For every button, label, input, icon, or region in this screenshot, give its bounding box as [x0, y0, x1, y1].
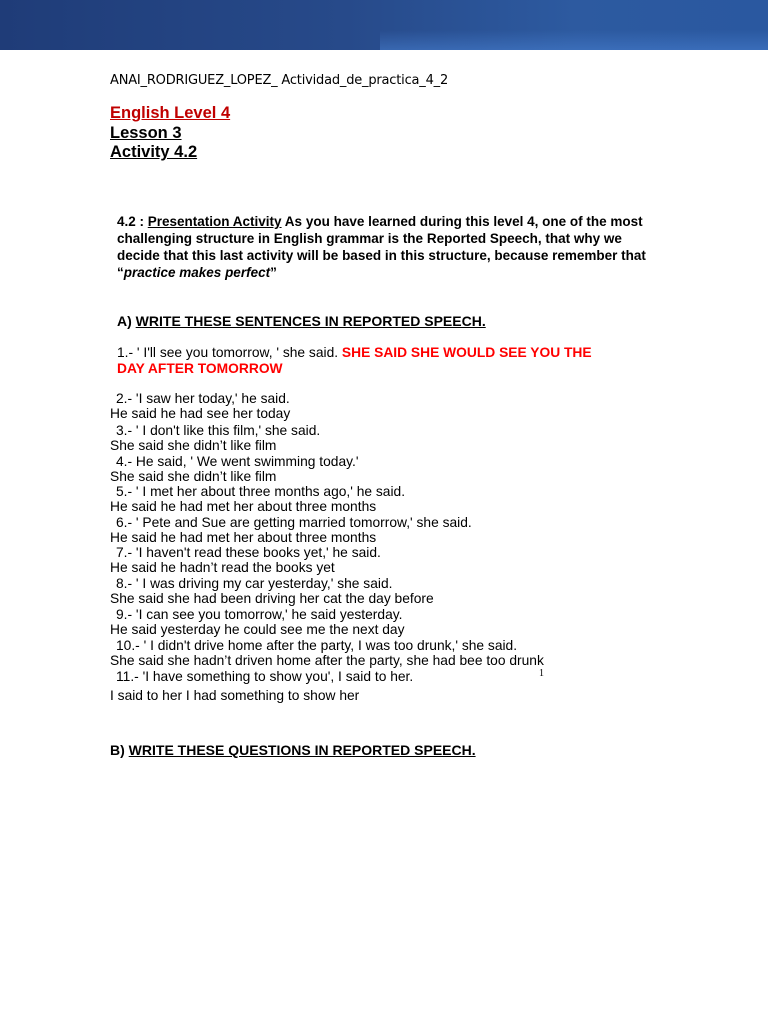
list-item-6-question: 6.- ' Pete and Sue are getting married tomorrow,' she said.: [116, 515, 472, 530]
list-item-6-answer: He said he had met her about three months: [110, 530, 377, 545]
list-item-8-question: 8.- ' I was driving my car yesterday,' she said.: [116, 576, 393, 591]
list-item-9-answer: He said yesterday he could see me the next day: [110, 622, 405, 637]
list-item-3-question: 3.- ' I don't like this film,' she said.: [116, 423, 321, 438]
list-item-8-answer: She said she had been driving her cat the day before: [110, 591, 434, 606]
section-b-title: WRITE THESE QUESTIONS IN REPORTED SPEECH.: [128, 742, 476, 758]
list-item-5-answer: He said he had met her about three months: [110, 499, 377, 514]
list-item-4-question: 4.- He said, ' We went swimming today.': [116, 454, 359, 469]
list-item-10-answer: She said she hadn’t driven home after the party, she had bee too drunk: [110, 653, 544, 668]
list-item-9-question: 9.- 'I can see you tomorrow,' he said yesterday.: [116, 607, 403, 622]
intro-quote: practice makes perfect: [123, 265, 271, 280]
header-bar-highlight: [380, 30, 768, 50]
title-level: English Level 4: [110, 104, 231, 122]
list-item-7-answer: He said he hadn’t read the books yet: [110, 560, 335, 575]
footnote-marker: 1: [539, 668, 544, 679]
list-item-1-question: 1.- ' I'll see you tomorrow, ' she said.: [117, 345, 342, 360]
list-item-2-question: 2.- 'I saw her today,' he said.: [116, 391, 290, 406]
list-item-1-answer-continued: DAY AFTER TOMORROW: [117, 361, 283, 376]
list-item-2-answer: He said he had see her today: [110, 406, 291, 421]
intro-number: 4.2 :: [117, 214, 148, 229]
title-activity: Activity 4.2: [110, 143, 198, 161]
title-lesson: Lesson 3: [110, 124, 182, 142]
section-a-heading: [117, 313, 486, 329]
intro-label: Presentation Activity: [147, 214, 282, 229]
section-b-letter: B): [110, 742, 129, 758]
intro-paragraph: [117, 213, 662, 281]
list-item-11-answer: I said to her I had something to show her: [110, 688, 360, 703]
list-item-7-question: 7.- 'I haven't read these books yet,' he said.: [116, 545, 381, 560]
intro-quote-close: ”: [270, 265, 277, 280]
document-header-bar: [0, 0, 768, 50]
section-b-heading: [110, 742, 476, 758]
section-a-title: WRITE THESE SENTENCES IN REPORTED SPEECH.: [135, 313, 486, 329]
list-item-4-answer: She said she didn’t like film: [110, 469, 277, 484]
list-item-5-question: 5.- ' I met her about three months ago,' he said.: [116, 484, 406, 499]
list-item-1-answer: SHE SAID SHE WOULD SEE YOU THE: [341, 345, 592, 360]
section-a-letter: A): [117, 313, 136, 329]
list-item-11-question: 11.- 'I have something to show you', I said to her.: [116, 669, 414, 684]
document-filename: ANAI_RODRIGUEZ_LOPEZ_ Actividad_de_practica_4_2: [110, 73, 449, 88]
list-item-10-question: 10.- ' I didn't drive home after the party, I was too drunk,' she said.: [116, 638, 518, 653]
list-item-3-answer: She said she didn’t like film: [110, 438, 277, 453]
list-item-1-question-line: [117, 344, 592, 362]
intro-text: As you have learned during this level 4, one of the most challenging structure in English grammar is the Reported Speech, that why we decide that this last activity will be based in this structure, because remember that “: [117, 214, 646, 280]
